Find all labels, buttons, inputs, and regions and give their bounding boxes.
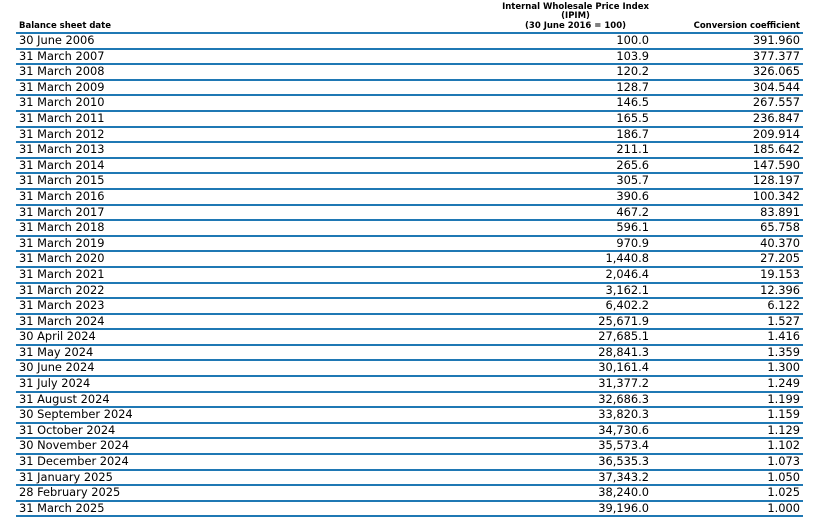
table-row	[16, 314, 803, 330]
header-conversion-coefficient: Conversion coefficient	[652, 0, 803, 33]
row-coefficient: 1.102	[652, 438, 803, 454]
row-coefficient: 65.758	[652, 220, 803, 236]
row-date: 30 June 2006	[16, 33, 326, 49]
row-ipim: 3,162.1	[326, 283, 652, 299]
row-ipim: 27,685.1	[326, 329, 652, 345]
table-row	[16, 158, 803, 174]
row-date: 31 March 2012	[16, 127, 326, 143]
table-row	[16, 283, 803, 299]
row-ipim: 186.7	[326, 127, 652, 143]
row-ipim: 38,240.0	[326, 485, 652, 501]
row-date: 31 March 2014	[16, 158, 326, 174]
row-ipim: 1,440.8	[326, 251, 652, 267]
row-ipim: 39,196.0	[326, 501, 652, 517]
row-coefficient: 12.396	[652, 283, 803, 299]
table-row	[16, 501, 803, 517]
table-row	[16, 189, 803, 205]
row-date: 31 March 2023	[16, 298, 326, 314]
row-ipim: 596.1	[326, 220, 652, 236]
row-date: 31 March 2022	[16, 283, 326, 299]
header-ipim-line2: (IPIM)	[561, 11, 590, 21]
row-date: 30 November 2024	[16, 438, 326, 454]
table-row	[16, 49, 803, 65]
header-row	[16, 0, 803, 33]
row-date: 31 March 2009	[16, 80, 326, 96]
row-coefficient: 1.050	[652, 470, 803, 486]
row-ipim: 165.5	[326, 111, 652, 127]
table-row	[16, 392, 803, 408]
row-date: 31 August 2024	[16, 392, 326, 408]
row-coefficient: 83.891	[652, 205, 803, 221]
row-ipim: 32,686.3	[326, 392, 652, 408]
row-coefficient: 304.544	[652, 80, 803, 96]
row-ipim: 265.6	[326, 158, 652, 174]
row-date: 31 December 2024	[16, 454, 326, 470]
row-ipim: 37,343.2	[326, 470, 652, 486]
row-coefficient: 27.205	[652, 251, 803, 267]
row-coefficient: 1.416	[652, 329, 803, 345]
row-ipim: 34,730.6	[326, 423, 652, 439]
row-date: 31 March 2007	[16, 49, 326, 65]
table-row	[16, 423, 803, 439]
table-row	[16, 111, 803, 127]
table-row	[16, 236, 803, 252]
row-date: 31 March 2020	[16, 251, 326, 267]
row-ipim: 970.9	[326, 236, 652, 252]
row-ipim: 103.9	[326, 49, 652, 65]
row-date: 31 March 2016	[16, 189, 326, 205]
row-coefficient: 147.590	[652, 158, 803, 174]
row-coefficient: 185.642	[652, 142, 803, 158]
row-ipim: 390.6	[326, 189, 652, 205]
row-ipim: 35,573.4	[326, 438, 652, 454]
row-coefficient: 1.073	[652, 454, 803, 470]
row-ipim: 28,841.3	[326, 345, 652, 361]
row-ipim: 305.7	[326, 173, 652, 189]
row-coefficient: 391.960	[652, 33, 803, 49]
row-coefficient: 1.000	[652, 501, 803, 517]
row-ipim: 100.0	[326, 33, 652, 49]
table-row	[16, 80, 803, 96]
row-date: 31 March 2010	[16, 95, 326, 111]
row-coefficient: 100.342	[652, 189, 803, 205]
row-coefficient: 1.359	[652, 345, 803, 361]
row-coefficient: 209.914	[652, 127, 803, 143]
row-coefficient: 1.129	[652, 423, 803, 439]
row-coefficient: 128.197	[652, 173, 803, 189]
row-ipim: 33,820.3	[326, 407, 652, 423]
row-date: 31 March 2011	[16, 111, 326, 127]
row-coefficient: 19.153	[652, 267, 803, 283]
table-row	[16, 64, 803, 80]
table-row	[16, 127, 803, 143]
row-date: 31 March 2025	[16, 501, 326, 517]
table-body	[16, 33, 803, 516]
row-coefficient: 40.370	[652, 236, 803, 252]
table-row	[16, 329, 803, 345]
row-date: 28 February 2025	[16, 485, 326, 501]
table-row	[16, 142, 803, 158]
table-row	[16, 454, 803, 470]
row-coefficient: 236.847	[652, 111, 803, 127]
row-date: 31 March 2021	[16, 267, 326, 283]
header-ipim-line3: (30 June 2016 = 100)	[525, 20, 627, 31]
row-ipim: 6,402.2	[326, 298, 652, 314]
row-ipim: 25,671.9	[326, 314, 652, 330]
row-ipim: 128.7	[326, 80, 652, 96]
row-coefficient: 377.377	[652, 49, 803, 65]
row-coefficient: 1.025	[652, 485, 803, 501]
table-row	[16, 298, 803, 314]
row-ipim: 211.1	[326, 142, 652, 158]
row-date: 31 March 2015	[16, 173, 326, 189]
row-ipim: 120.2	[326, 64, 652, 80]
row-date: 31 March 2019	[16, 236, 326, 252]
row-date: 30 June 2024	[16, 360, 326, 376]
row-coefficient: 1.527	[652, 314, 803, 330]
row-coefficient: 326.065	[652, 64, 803, 80]
table-header	[16, 0, 803, 33]
table-row	[16, 438, 803, 454]
row-date: 31 March 2013	[16, 142, 326, 158]
table-row	[16, 173, 803, 189]
table-row	[16, 360, 803, 376]
table-row	[16, 95, 803, 111]
header-balance-sheet-date: Balance sheet date	[16, 0, 326, 33]
table-row	[16, 376, 803, 392]
table-row	[16, 205, 803, 221]
row-ipim: 146.5	[326, 95, 652, 111]
row-date: 31 July 2024	[16, 376, 326, 392]
table-row	[16, 251, 803, 267]
header-ipim-block	[502, 3, 649, 32]
row-ipim: 2,046.4	[326, 267, 652, 283]
row-date: 31 March 2008	[16, 64, 326, 80]
row-coefficient: 267.557	[652, 95, 803, 111]
row-coefficient: 1.159	[652, 407, 803, 423]
conversion-table-page	[16, 0, 803, 517]
table-row	[16, 470, 803, 486]
row-date: 30 September 2024	[16, 407, 326, 423]
row-date: 31 March 2024	[16, 314, 326, 330]
row-coefficient: 6.122	[652, 298, 803, 314]
header-ipim-line1: Internal Wholesale Price Index	[502, 1, 649, 12]
row-coefficient: 1.199	[652, 392, 803, 408]
row-date: 31 January 2025	[16, 470, 326, 486]
row-ipim: 30,161.4	[326, 360, 652, 376]
row-coefficient: 1.249	[652, 376, 803, 392]
row-date: 31 October 2024	[16, 423, 326, 439]
table-row	[16, 407, 803, 423]
header-ipim	[326, 0, 652, 33]
row-date: 30 April 2024	[16, 329, 326, 345]
row-date: 31 May 2024	[16, 345, 326, 361]
row-ipim: 31,377.2	[326, 376, 652, 392]
table-row	[16, 220, 803, 236]
table-row	[16, 485, 803, 501]
row-ipim: 467.2	[326, 205, 652, 221]
conversion-table	[16, 0, 803, 517]
table-row	[16, 345, 803, 361]
row-date: 31 March 2018	[16, 220, 326, 236]
table-row	[16, 267, 803, 283]
row-ipim: 36,535.3	[326, 454, 652, 470]
table-row	[16, 33, 803, 49]
row-coefficient: 1.300	[652, 360, 803, 376]
row-date: 31 March 2017	[16, 205, 326, 221]
